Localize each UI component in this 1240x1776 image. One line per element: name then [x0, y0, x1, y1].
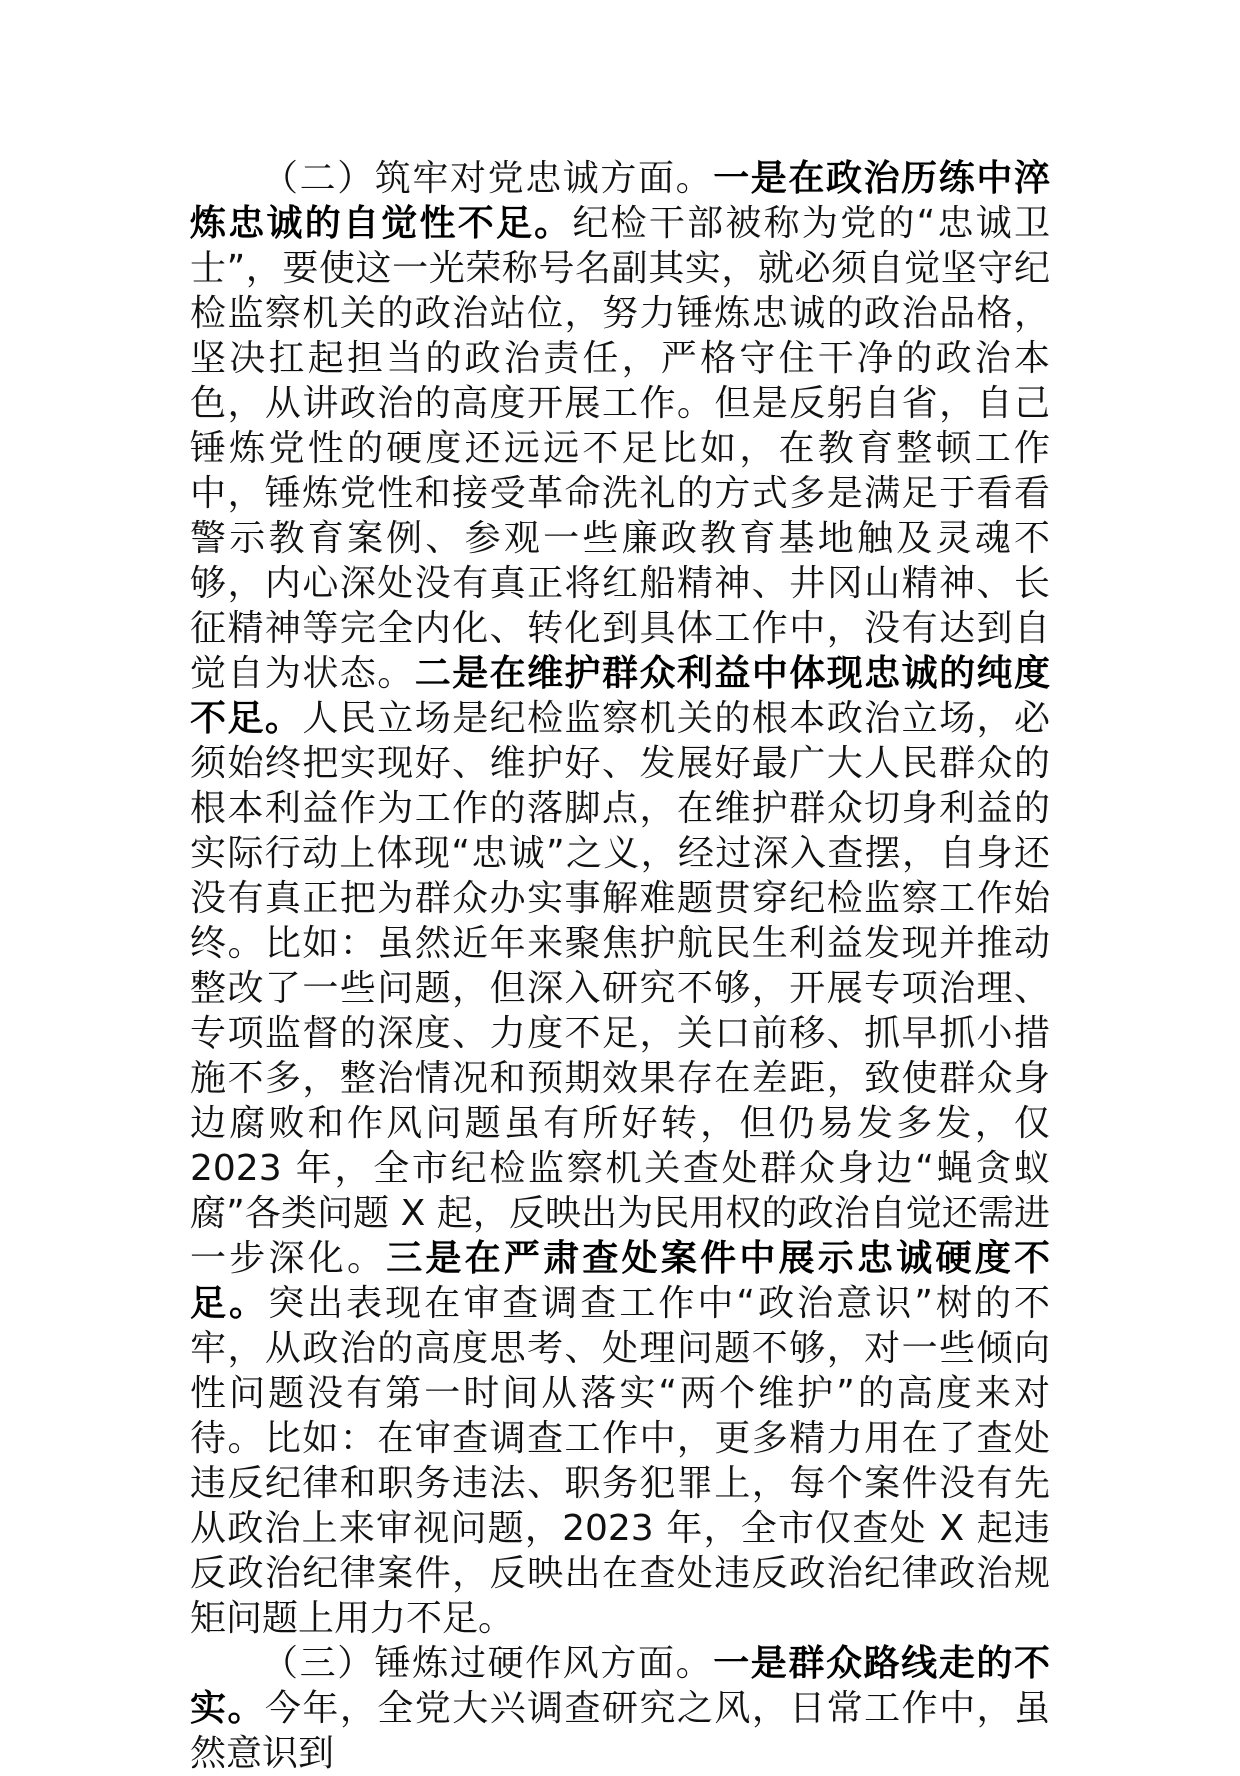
section-heading-work-style: （三）锤炼过硬作风方面。: [262, 1643, 714, 1684]
point-three-heading: 三是在严肃查处案件中展示忠诚硬度不足。: [190, 1238, 1050, 1324]
point-one-heading: 一是在政治历练中淬炼忠诚的自觉性不足。: [190, 158, 1050, 244]
document-body: [190, 156, 1050, 1776]
point-two-body: 人民立场是纪检监察机关的根本政治立场，必须始终把实现好、维护好、发展好最广大人民群众的根本利益作为工作的落脚点，在维护群众切身利益的实际行动上体现“忠诚”之义，经过深入查摆，自身还没有真正把为群众办实事解难题贯穿纪检监察工作始终。比如：虽然近年来聚焦护航民生利益发现并推动整改了一些问题，但深入研究不够，开展专项治理、专项监督的深度、力度不足，关口前移、抓早抓小措施不多，整治情况和预期效果存在差距，致使群众身边腐败和作风问题虽有所好转，但仍易发多发，仅 2023 年，全市纪检监察机关查处群众身边“蝇贪蚁腐”各类问题 X 起，反映出为民用权的政治自觉还需进一步深化。: [190, 698, 1050, 1279]
paragraph-work-style: [190, 1641, 1050, 1776]
work-style-point-one-body: 今年，全党大兴调查研究之风，日常工作中，虽然意识到: [190, 1688, 1050, 1774]
work-style-point-one-heading: 一是群众路线走的不实。: [190, 1643, 1050, 1729]
point-one-body: 纪检干部被称为党的“忠诚卫士”，要使这一光荣称号名副其实，就必须自觉坚守纪检监察机关的政治站位，努力锤炼忠诚的政治品格，坚决扛起担当的政治责任，严格守住干净的政治本色，从讲政治的高度开展工作。但是反躬自省，自己锤炼党性的硬度还远远不足比如，在教育整顿工作中，锤炼党性和接受革命洗礼的方式多是满足于看看警示教育案例、参观一些廉政教育基地触及灵魂不够，内心深处没有真正将红船精神、井冈山精神、长征精神等完全内化、转化到具体工作中，没有达到自觉自为状态。: [190, 203, 1050, 694]
paragraph-loyalty: [190, 156, 1050, 1641]
section-heading-loyalty: （二）筑牢对党忠诚方面。: [262, 158, 714, 199]
point-three-body: 突出表现在审查调查工作中“政治意识”树的不牢，从政治的高度思考、处理问题不够，对一些倾向性问题没有第一时间从落实“两个维护”的高度来对待。比如：在审查调查工作中，更多精力用在了查处违反纪律和职务违法、职务犯罪上，每个案件没有先从政治上来审视问题，2023 年，全市仅查处 X 起违反政治纪律案件，反映出在查处违反政治纪律政治规矩问题上用力不足。: [190, 1283, 1050, 1639]
point-two-heading: 二是在维护群众利益中体现忠诚的纯度不足。: [190, 653, 1050, 739]
